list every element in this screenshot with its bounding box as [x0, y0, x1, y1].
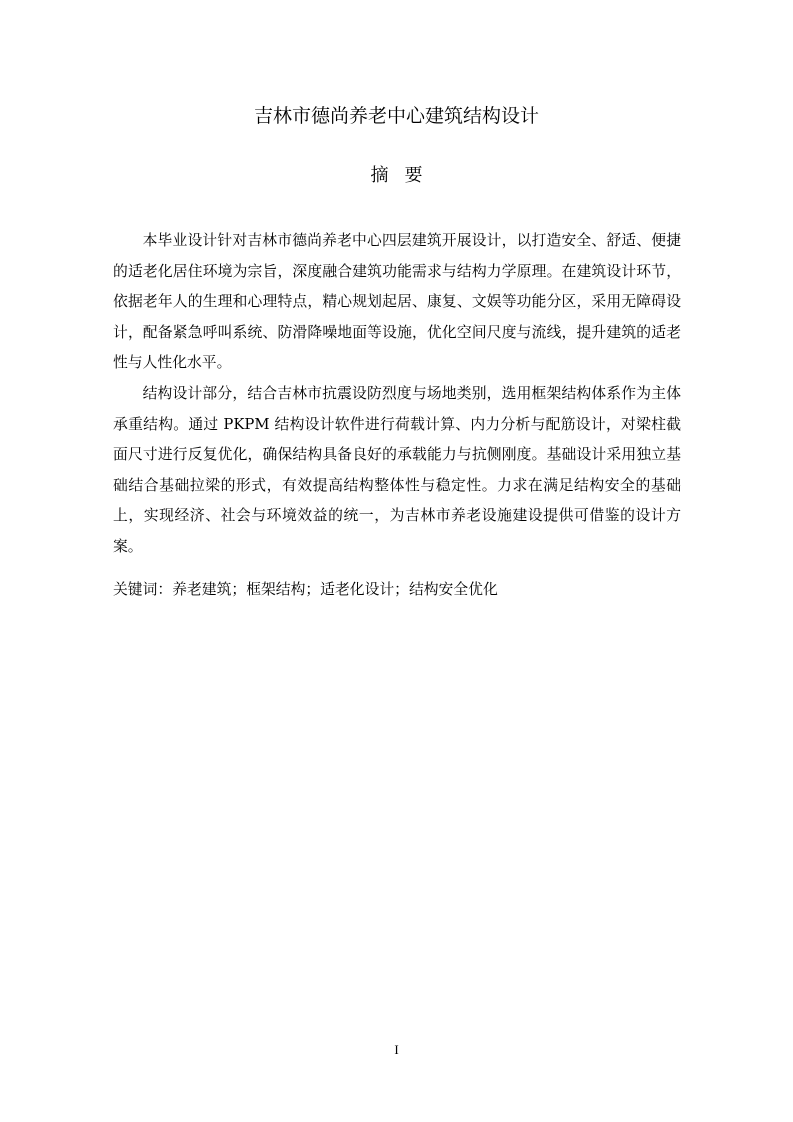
- abstract-heading: 摘要: [370, 165, 439, 186]
- page-number: I: [394, 1042, 399, 1057]
- keywords-text: 养老建筑；框架结构；适老化设计；结构安全优化: [172, 581, 498, 598]
- keywords-line: [113, 575, 681, 605]
- abstract-body: [113, 226, 681, 563]
- abstract-paragraph-2: 结构设计部分，结合吉林市抗震设防烈度与场地类别，选用框架结构体系作为主体承重结构。通过 PKPM 结构设计软件进行荷载计算、内力分析与配筋设计，对梁柱截面尺寸进行反复优化，确保结构具备良好的承载能力与抗侧刚度。基础设计采用独立基础结合基础拉梁的形式，有效提高结构整体性与稳定性。力求在满足结构安全的基础上，实现经济、社会与环境效益的统一，为吉林市养老设施建设提供可借鉴的设计方案。: [113, 384, 681, 555]
- keywords-label: 关键词：: [113, 581, 173, 598]
- document-title: 吉林市德尚养老中心建筑结构设计: [253, 105, 539, 127]
- abstract-paragraph-1: 本毕业设计针对吉林市德尚养老中心四层建筑开展设计，以打造安全、舒适、便捷的适老化居住环境为宗旨，深度融合建筑功能需求与结构力学原理。在建筑设计环节，依据老年人的生理和心理特点，精心规划起居、康复、文娱等功能分区，采用无障碍设计，配备紧急呼叫系统、防滑降噪地面等设施，优化空间尺度与流线，提升建筑的适老性与人性化水平。: [113, 232, 681, 372]
